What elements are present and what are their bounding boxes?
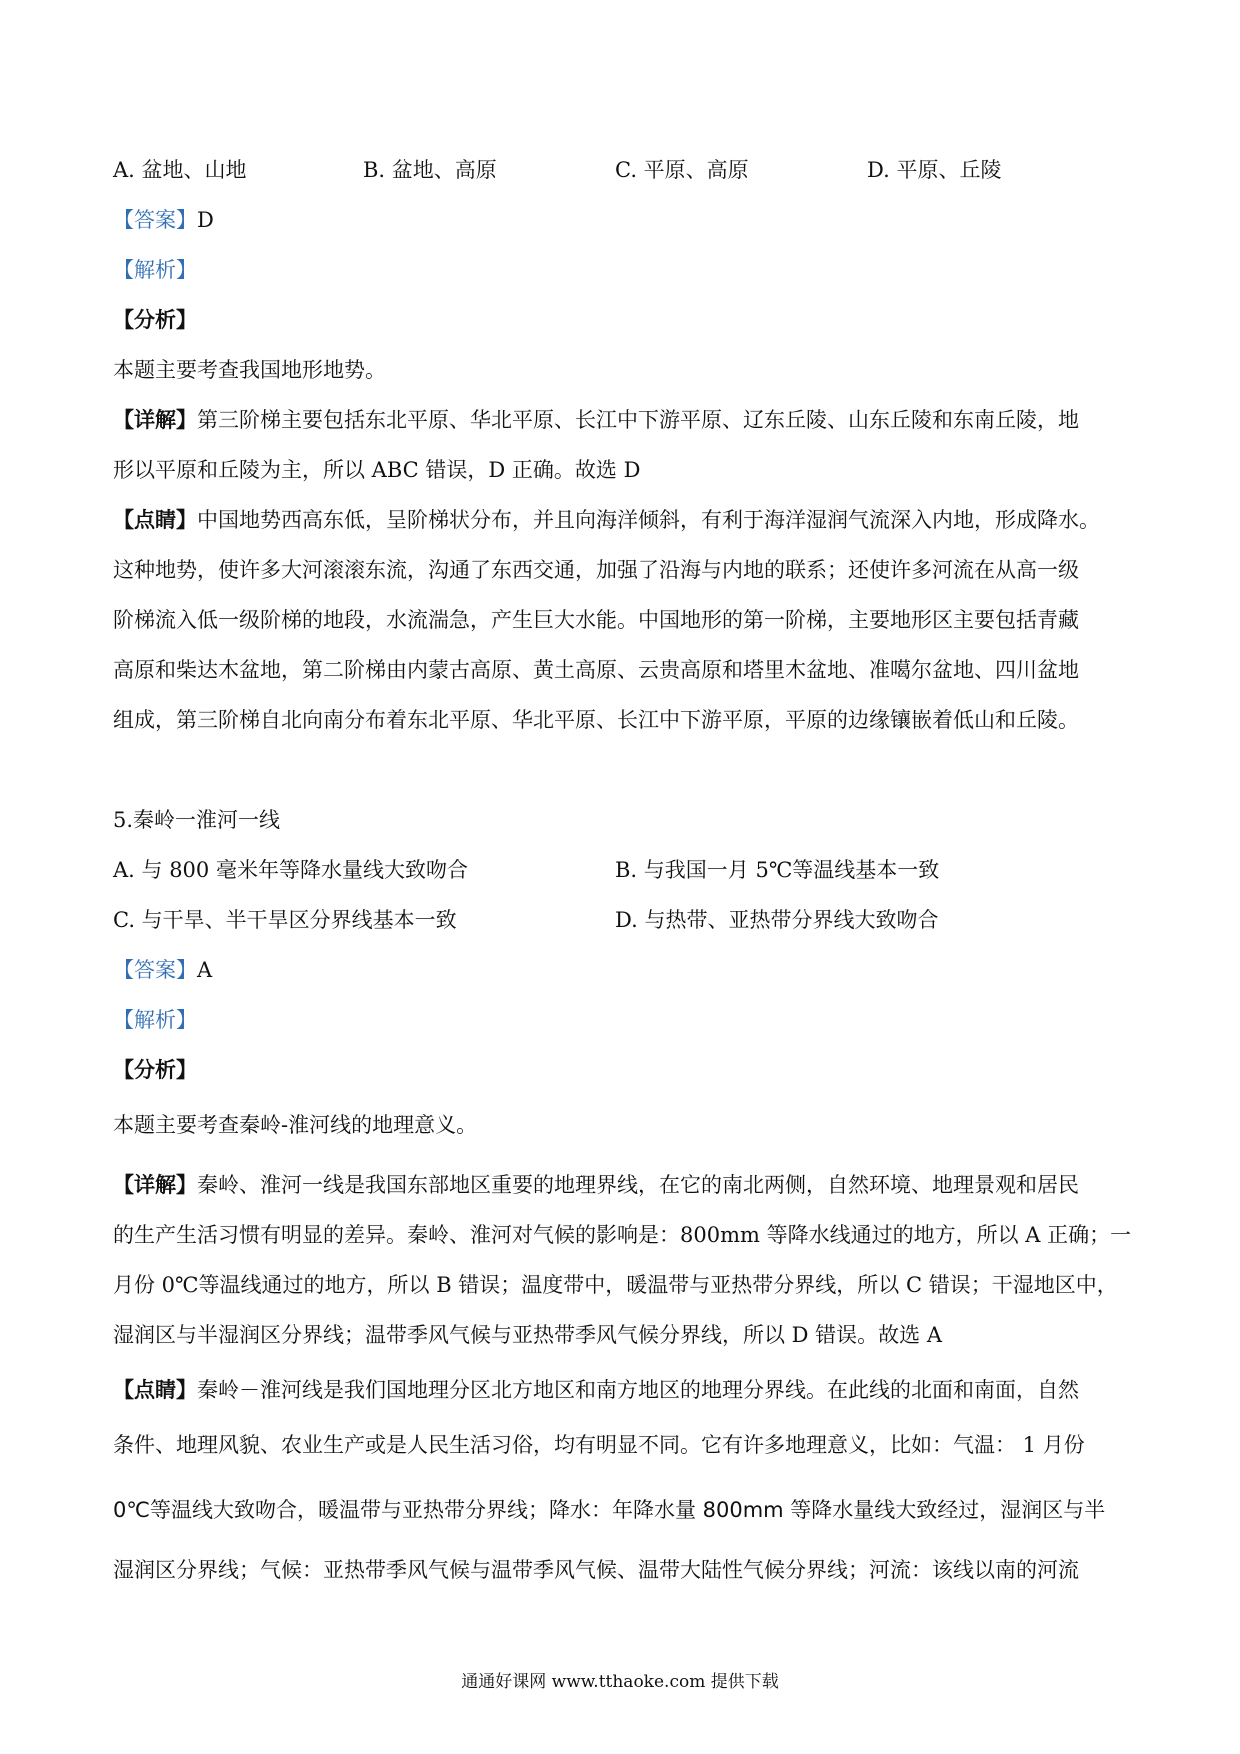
q4-option-d: D. 平原、丘陵 <box>867 158 1002 182</box>
answer-tag: 【答案】 <box>113 208 197 232</box>
q5-option-c: C. 与干旱、半干旱区分界线基本一致 <box>113 908 457 932</box>
xiangjie-text: 第三阶梯主要包括东北平原、华北平原、长江中下游平原、辽东丘陵、山东丘陵和东南丘陵，地 <box>197 408 1079 432</box>
q4-answer-line <box>113 205 1133 235</box>
q4-option-c: C. 平原、高原 <box>615 158 749 182</box>
answer-value: D <box>197 208 214 232</box>
q5-answer-line <box>113 955 1133 985</box>
fenxi-tag: 【分析】 <box>113 307 197 332</box>
xiangjie-line-1 <box>113 1170 1133 1200</box>
dianjing-line-2: 条件、地理风貌、农业生产或是人民生活习俗，均有明显不同。它有许多地理意义，比如：气温： 1 月份 <box>113 1433 1085 1457</box>
dianjing-text: 中国地势西高东低，呈阶梯状分布，并且向海洋倾斜，有利于海洋湿润气流深入内地，形成降水。 <box>197 508 1100 532</box>
answer-tag: 【答案】 <box>113 958 197 982</box>
dianjing-tag: 【点睛】 <box>113 507 197 532</box>
answer-value: A <box>197 958 213 982</box>
fenxi-text: 本题主要考查秦岭-淮河线的地理意义。 <box>113 1113 478 1137</box>
xiangjie-line-3: 月份 0℃等温线通过的地方，所以 B 错误；温度带中，暖温带与亚热带分界线，所以 C 错误；干湿地区中， <box>113 1273 1118 1297</box>
analysis-tag: 【解析】 <box>113 258 197 282</box>
dianjing-line-1 <box>113 505 1133 535</box>
xiangjie-tag: 【详解】 <box>113 1172 197 1197</box>
dianjing-line-1 <box>113 1375 1133 1405</box>
dianjing-line-5: 组成，第三阶梯自北向南分布着东北平原、华北平原、长江中下游平原，平原的边缘镶嵌着低山和丘陵。 <box>113 708 1079 732</box>
q4-option-b: B. 盆地、高原 <box>363 158 497 182</box>
fenxi-tag: 【分析】 <box>113 1057 197 1082</box>
dianjing-tag: 【点睛】 <box>113 1377 197 1402</box>
dianjing-text: 秦岭－淮河线是我们国地理分区北方地区和南方地区的地理分界线。在此线的北面和南面，自然 <box>197 1378 1079 1402</box>
xiangjie-line-4: 湿润区与半湿润区分界线；温带季风气候与亚热带季风气候分界线，所以 D 错误。故选 A <box>113 1323 943 1347</box>
q5-stem: 5.秦岭一淮河一线 <box>113 808 281 832</box>
fenxi-text: 本题主要考查我国地形地势。 <box>113 358 386 382</box>
dianjing-line-4: 高原和柴达木盆地，第二阶梯由内蒙古高原、黄土高原、云贵高原和塔里木盆地、准噶尔盆地、四川盆地 <box>113 658 1079 682</box>
dianjing-line-4: 湿润区分界线；气候：亚热带季风气候与温带季风气候、温带大陆性气候分界线；河流：该线以南的河流 <box>113 1558 1079 1582</box>
dianjing-line-3: 阶梯流入低一级阶梯的地段，水流湍急，产生巨大水能。中国地形的第一阶梯，主要地形区主要包括青藏 <box>113 608 1079 632</box>
q5-option-d: D. 与热带、亚热带分界线大致吻合 <box>615 908 939 932</box>
dianjing-line-3: 0℃等温线大致吻合，暖温带与亚热带分界线；降水：年降水量 800mm 等降水量线大致经过，湿润区与半 <box>113 1498 1106 1522</box>
xiangjie-tag: 【详解】 <box>113 407 197 432</box>
xiangjie-text: 秦岭、淮河一线是我国东部地区重要的地理界线，在它的南北两侧，自然环境、地理景观和居民 <box>197 1173 1079 1197</box>
q4-option-a: A. 盆地、山地 <box>113 158 247 182</box>
page-footer: 通通好课网 www.tthaoke.com 提供下载 <box>461 1672 779 1692</box>
dianjing-line-2: 这种地势，使许多大河滚滚东流，沟通了东西交通，加强了沿海与内地的联系；还使许多河流在从高一级 <box>113 558 1079 582</box>
q5-option-b: B. 与我国一月 5℃等温线基本一致 <box>615 858 940 882</box>
xiangjie-line-1 <box>113 405 1133 435</box>
analysis-tag: 【解析】 <box>113 1008 197 1032</box>
xiangjie-line-2: 的生产生活习惯有明显的差异。秦岭、淮河对气候的影响是：800mm 等降水线通过的地方，所以 A 正确；一 <box>113 1223 1132 1247</box>
q5-option-a: A. 与 800 毫米年等降水量线大致吻合 <box>113 858 468 882</box>
xiangjie-line-2: 形以平原和丘陵为主，所以 ABC 错误，D 正确。故选 D <box>113 458 641 482</box>
